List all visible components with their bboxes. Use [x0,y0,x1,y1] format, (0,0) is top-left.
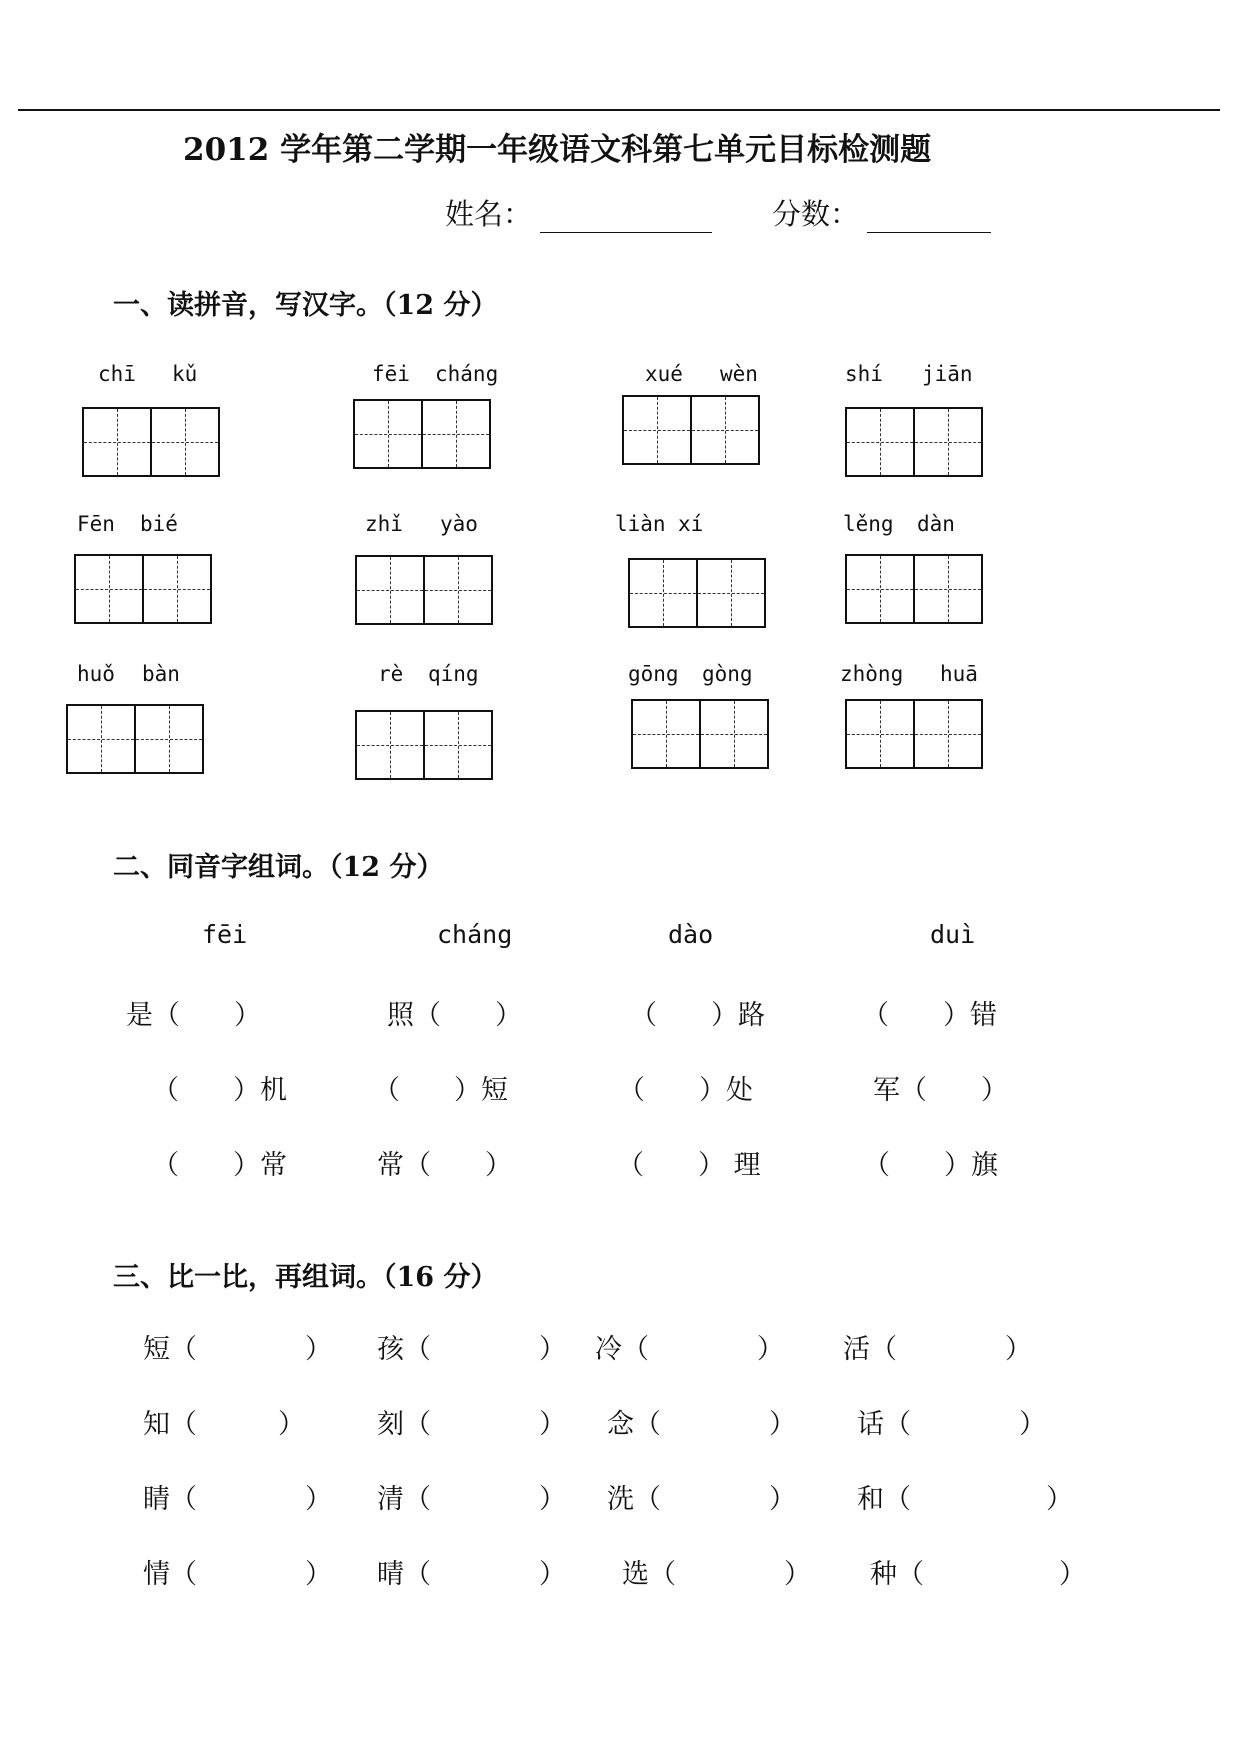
homophone-pinyin: dào [668,920,714,949]
pinyin-syllable: cháng [435,362,499,386]
pinyin-syllable: rè [378,662,404,686]
writing-grid[interactable] [622,395,760,463]
grid-cell[interactable] [628,558,698,628]
top-rule [18,109,1220,111]
word-blank[interactable]: （ ）处 [618,1075,753,1106]
section3-heading: 三、比一比，再组词。（16 分） [113,1262,498,1293]
section1-heading: 一、读拼音，写汉字。（12 分） [113,290,498,321]
grid-cell[interactable] [423,399,491,469]
pinyin-syllable: shí [845,362,883,386]
pinyin-syllable: qíng [428,662,479,686]
grid-cell[interactable] [82,407,152,477]
writing-grid[interactable] [66,704,204,772]
word-blank[interactable]: 短（ ） [143,1334,332,1365]
writing-grid[interactable] [631,699,769,767]
writing-grid[interactable] [355,710,493,778]
pinyin-syllable: xué [645,362,683,386]
grid-cell[interactable] [355,710,425,780]
grid-cell[interactable] [845,407,915,477]
grid-cell[interactable] [74,554,144,624]
pinyin-syllable: chī [98,362,136,386]
pinyin-syllable: dàn [917,512,955,536]
grid-cell[interactable] [915,554,983,624]
grid-cell[interactable] [698,558,766,628]
word-blank[interactable]: 睛（ ） [143,1484,332,1515]
name-line [445,192,712,233]
word-blank[interactable]: 刻（ ） [377,1409,566,1440]
grid-cell[interactable] [425,555,493,625]
pinyin-syllable: wèn [720,362,758,386]
grid-cell[interactable] [152,407,220,477]
pinyin-syllable: huǒ [77,662,115,686]
pinyin-syllable: bié [140,512,178,536]
word-blank[interactable]: 孩（ ） [377,1334,566,1365]
name-label: 姓名： [445,197,533,231]
grid-cell[interactable] [144,554,212,624]
word-blank[interactable]: 话（ ） [857,1409,1046,1440]
grid-cell[interactable] [845,554,915,624]
pinyin-syllable: gòng [702,662,753,686]
homophone-pinyin: duì [930,920,976,949]
writing-grid[interactable] [353,399,491,467]
word-blank[interactable]: （ ）常 [152,1150,287,1181]
homophone-pinyin: fēi [202,920,248,949]
homophone-pinyin: cháng [437,920,513,949]
writing-grid[interactable] [845,699,983,767]
pinyin-syllable: jiān [922,362,973,386]
pinyin-syllable: bàn [142,662,180,686]
pinyin-syllable: liàn [615,512,666,536]
writing-grid[interactable] [82,407,220,475]
word-blank[interactable]: （ ）错 [862,1000,997,1031]
writing-grid[interactable] [355,555,493,623]
grid-cell[interactable] [915,407,983,477]
page-title: 2012 学年第二学期一年级语文科第七单元目标检测题 [183,132,932,168]
grid-cell[interactable] [845,699,915,769]
writing-grid[interactable] [628,558,766,626]
pinyin-syllable: xí [678,512,704,536]
pinyin-syllable: kǔ [172,362,198,386]
pinyin-syllable: lěng [843,512,894,536]
word-blank[interactable]: （ ）机 [152,1075,287,1106]
word-blank[interactable]: （ ）短 [373,1075,508,1106]
word-blank[interactable]: 知（ ） [143,1409,305,1440]
grid-cell[interactable] [915,699,983,769]
writing-grid[interactable] [74,554,212,622]
grid-cell[interactable] [425,710,493,780]
pinyin-syllable: zhǐ [365,512,403,536]
word-blank[interactable]: 情（ ） [143,1559,332,1590]
word-blank[interactable]: （ ）路 [630,1000,765,1031]
word-blank[interactable]: 常（ ） [377,1150,512,1181]
word-blank[interactable]: （ ） 理 [617,1150,761,1181]
grid-cell[interactable] [66,704,136,774]
grid-cell[interactable] [701,699,769,769]
word-blank[interactable]: 晴（ ） [377,1559,566,1590]
word-blank[interactable]: 是（ ） [126,1000,261,1031]
word-blank[interactable]: 军（ ） [873,1075,1008,1106]
grid-cell[interactable] [631,699,701,769]
pinyin-syllable: huā [940,662,978,686]
word-blank[interactable]: 种（ ） [870,1559,1086,1590]
word-blank[interactable]: 照（ ） [387,1000,522,1031]
writing-grid[interactable] [845,554,983,622]
pinyin-syllable: zhòng [840,662,904,686]
pinyin-syllable: gōng [628,662,679,686]
word-blank[interactable]: 念（ ） [607,1409,796,1440]
word-blank[interactable]: 选（ ） [622,1559,811,1590]
pinyin-syllable: Fēn [77,512,115,536]
grid-cell[interactable] [692,395,760,465]
score-label: 分数： [772,197,860,231]
score-blank[interactable] [867,202,991,233]
word-blank[interactable]: 冷（ ） [595,1334,784,1365]
word-blank[interactable]: 活（ ） [843,1334,1032,1365]
grid-cell[interactable] [353,399,423,469]
word-blank[interactable]: （ ）旗 [863,1150,998,1181]
pinyin-syllable: yào [440,512,478,536]
grid-cell[interactable] [136,704,204,774]
name-blank[interactable] [540,202,712,233]
word-blank[interactable]: 和（ ） [857,1484,1073,1515]
score-line [772,192,991,233]
word-blank[interactable]: 清（ ） [377,1484,566,1515]
grid-cell[interactable] [622,395,692,465]
writing-grid[interactable] [845,407,983,475]
grid-cell[interactable] [355,555,425,625]
section2-heading: 二、同音字组词。（12 分） [113,852,444,883]
word-blank[interactable]: 洗（ ） [607,1484,796,1515]
pinyin-syllable: fēi [372,362,410,386]
